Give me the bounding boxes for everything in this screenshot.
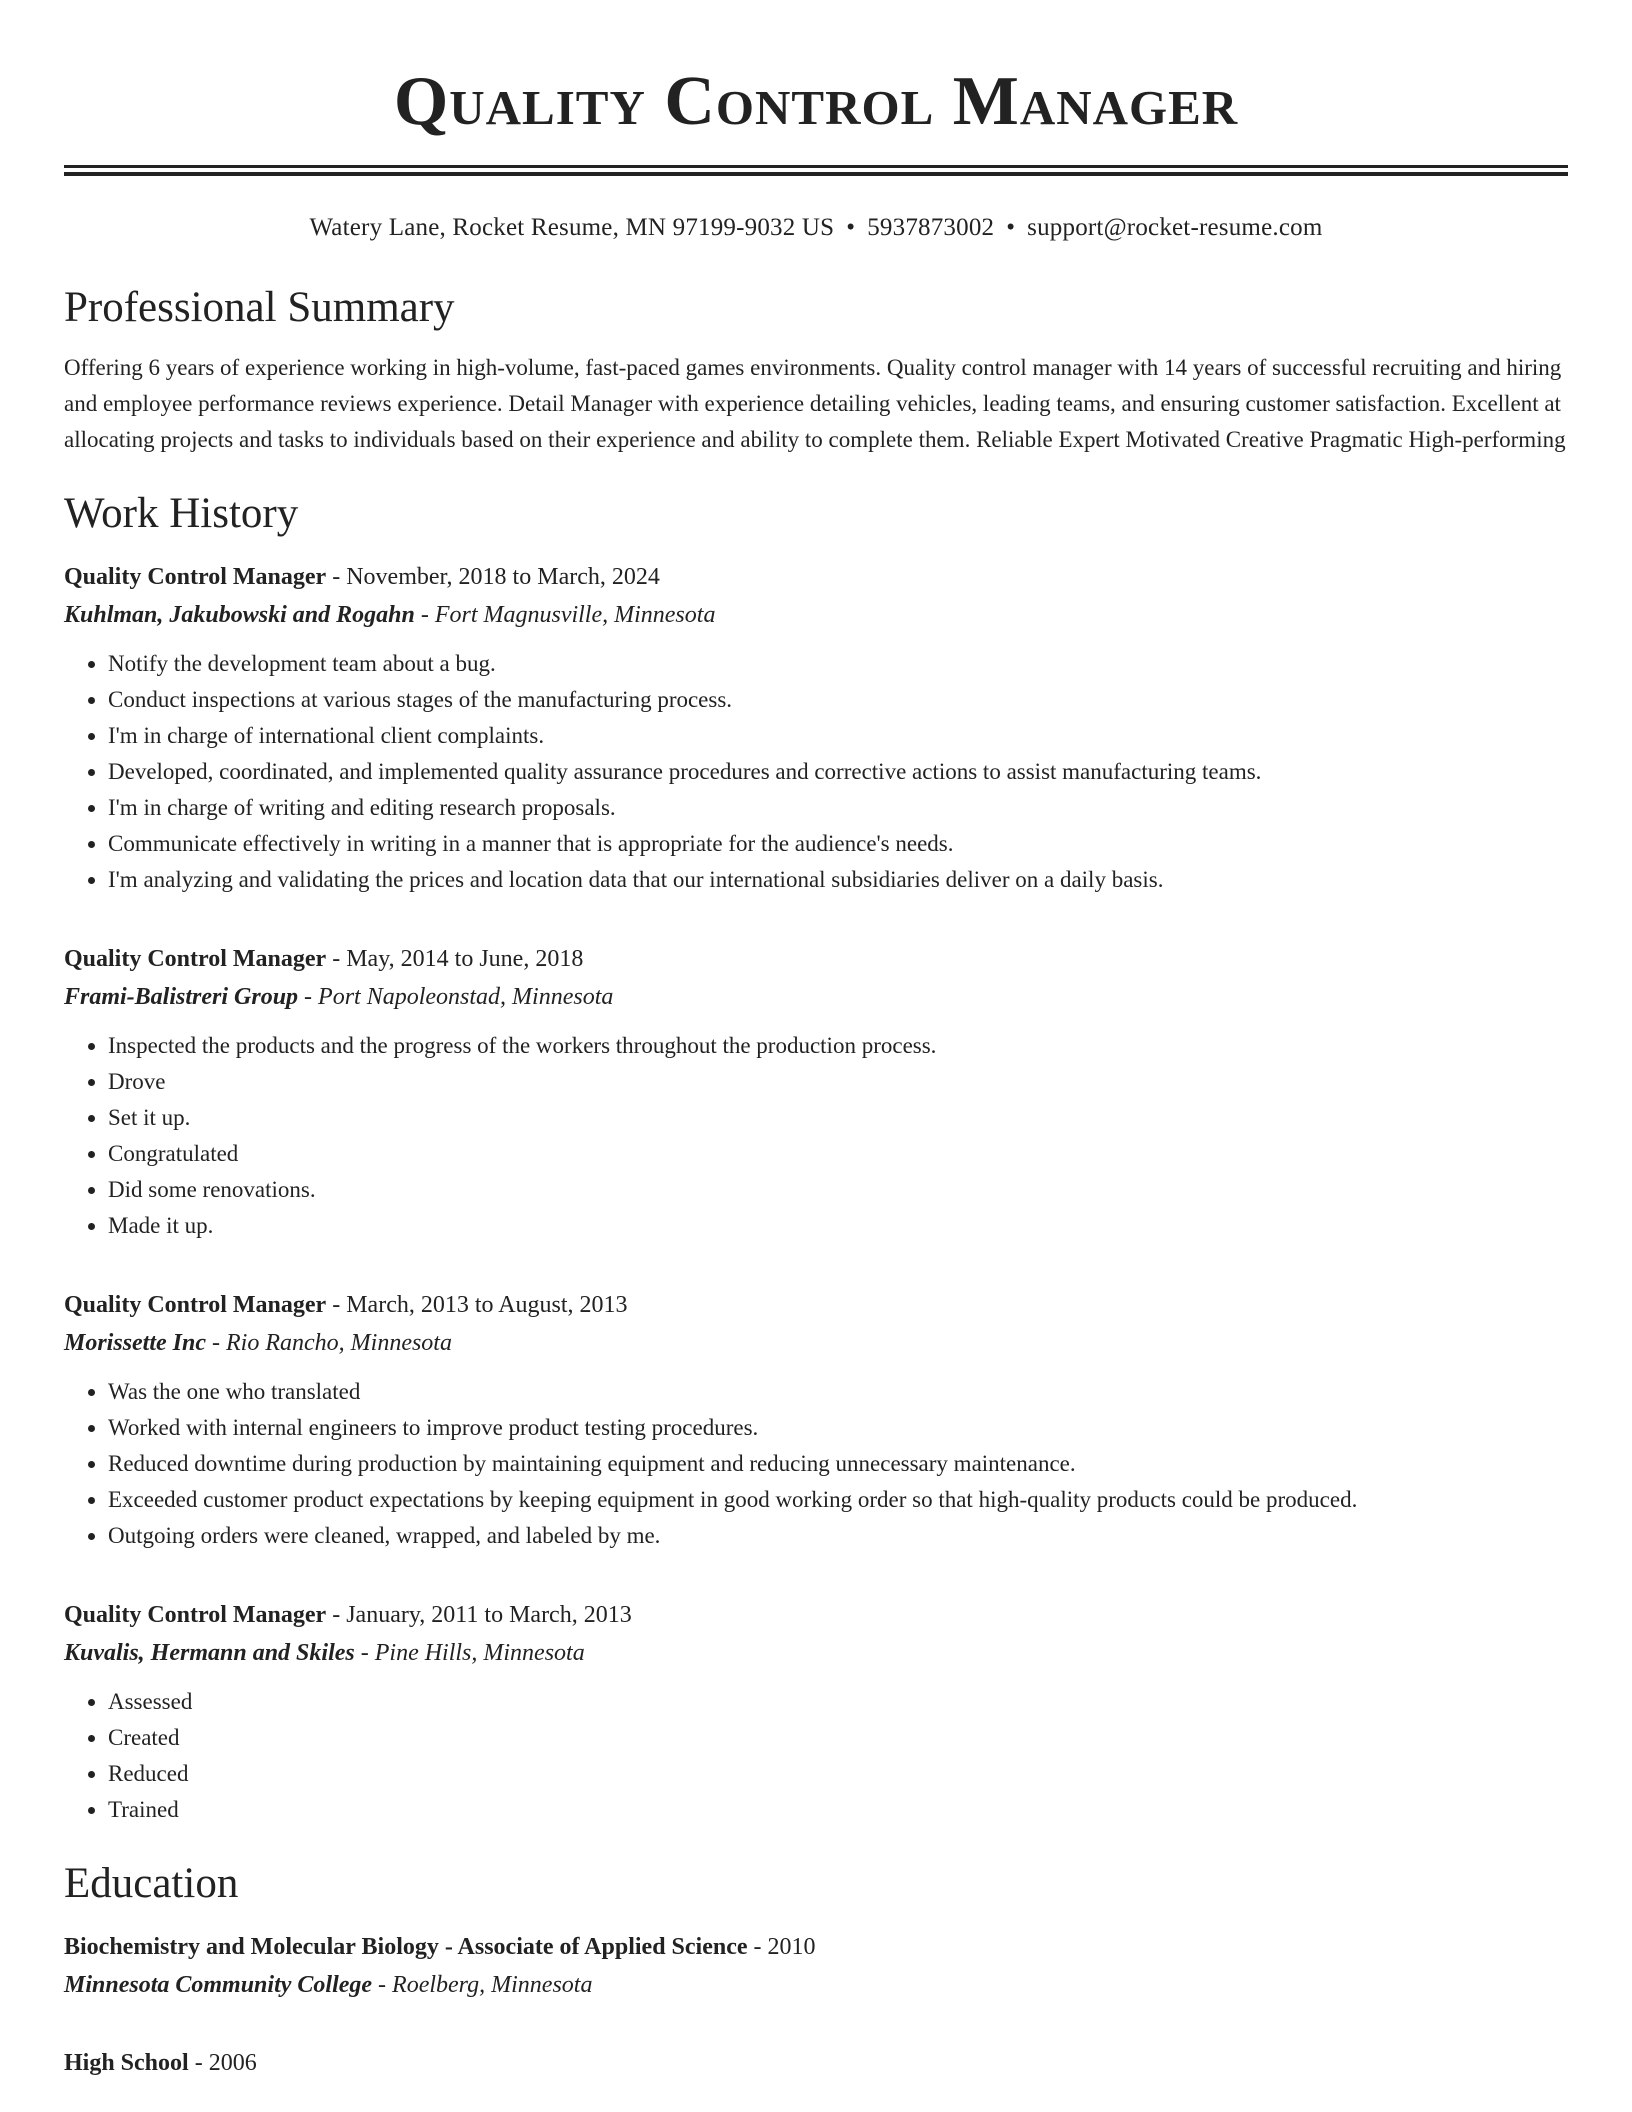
degree-year: 2006 [208,2050,257,2076]
degree-line: High School - 2006 [64,2050,257,2076]
job-bullet: • Was the one who translated [108,1374,1568,1410]
contact-separator: • [1006,214,1016,241]
job-bullet-list [64,1028,1568,1244]
employer-location: Fort Magnusville, Minnesota [434,602,716,628]
degree-year: 2010 [767,1934,816,1960]
education-entry [64,1928,1568,2004]
job-title: Quality Control Manager [64,946,327,972]
education-heading: Education [64,1860,239,1907]
job-title: Quality Control Manager [64,1602,327,1628]
job-bullet-list [64,1684,1568,1828]
job-bullet: • Worked with internal engineers to improve product testing procedures. [108,1410,1568,1446]
employer-line: Frami-Balistreri Group - Port Napoleonstad, Minnesota [64,984,614,1010]
job-bullet: • Notify the development team about a bug. [108,646,1568,682]
contact-line [64,212,1568,244]
contact-phone: 5937873002 [867,214,995,241]
work-history-list [64,558,1568,1828]
job-bullet-list [64,646,1568,898]
job-bullet: • Assessed [108,1684,1568,1720]
contact-email[interactable]: support@rocket-resume.com [1027,214,1323,241]
employer-name: Kuhlman, Jakubowski and Rogahn [64,602,415,628]
employer-line: Morissette Inc - Rio Rancho, Minnesota [64,1330,452,1356]
job-bullet: • Communicate effectively in writing in a manner that is appropriate for the audience's needs. [108,826,1568,862]
summary-heading: Professional Summary [64,284,455,331]
job-bullet: • I'm in charge of international client complaints. [108,718,1568,754]
degree-line: Biochemistry and Molecular Biology - Associate of Applied Science - 2010 [64,1934,816,1960]
job-bullet: • Did some renovations. [108,1172,1568,1208]
degree-name: High School [64,2050,189,2076]
job-dates: November, 2018 to March, 2024 [346,564,660,590]
degree-name: Biochemistry and Molecular Biology - Associate of Applied Science [64,1934,748,1960]
job-title-line: Quality Control Manager - November, 2018 to March, 2024 [64,564,660,590]
employer-name: Kuvalis, Hermann and Skiles [64,1640,355,1666]
job-bullet: • Conduct inspections at various stages of the manufacturing process. [108,682,1568,718]
employer-line: Kuhlman, Jakubowski and Rogahn - Fort Magnusville, Minnesota [64,602,716,628]
job-bullet: • Exceeded customer product expectations by keeping equipment in good working order so that high-quality products could be produced. [108,1482,1568,1518]
work-history-heading: Work History [64,490,299,537]
school-location: Roelberg, Minnesota [392,1972,593,1998]
job-entry [64,1286,1568,1554]
education-entry [64,2044,1568,2082]
job-bullet: • I'm in charge of writing and editing research proposals. [108,790,1568,826]
employer-name: Frami-Balistreri Group [64,984,299,1010]
job-entry [64,1596,1568,1828]
title-double-rule [64,165,1568,176]
summary-text: Offering 6 years of experience working in high-volume, fast-paced games environments. Quality control manager with 14 years of successful recruiting and hiring and employee performance reviews experience. Detail Manager with experience detailing vehicles, leading teams, and ensuring customer satisfaction. Excellent at allocating projects and tasks to individuals based on their experience and ability to complete them. Reliable Expert Motivated Creative Pragmatic High-performing [64,355,1566,452]
job-dates: May, 2014 to June, 2018 [346,946,584,972]
job-bullet: • Reduced downtime during production by maintaining equipment and reducing unnecessary maintenance. [108,1446,1568,1482]
job-entry [64,940,1568,1244]
employer-line: Kuvalis, Hermann and Skiles - Pine Hills, Minnesota [64,1640,585,1666]
school-line: Minnesota Community College - Roelberg, Minnesota [64,1972,593,1998]
job-bullet-list [64,1374,1568,1554]
school-name: Minnesota Community College [64,1972,373,1998]
job-bullet: • Set it up. [108,1100,1568,1136]
job-title: Quality Control Manager [64,564,327,590]
job-bullet: • Drove [108,1064,1568,1100]
employer-location: Port Napoleonstad, Minnesota [318,984,614,1010]
resume-title: Quality Control Manager [393,63,1239,140]
job-bullet: • Inspected the products and the progress of the workers throughout the production process. [108,1028,1568,1064]
job-title-line: Quality Control Manager - March, 2013 to August, 2013 [64,1292,628,1318]
job-bullet: • Developed, coordinated, and implemented quality assurance procedures and corrective actions to assist manufacturing teams. [108,754,1568,790]
job-bullet: • Made it up. [108,1208,1568,1244]
education-list [64,1928,1568,2082]
employer-location: Pine Hills, Minnesota [374,1640,585,1666]
employer-name: Morissette Inc [64,1330,207,1356]
contact-separator: • [846,214,856,241]
job-entry [64,558,1568,898]
job-title: Quality Control Manager [64,1292,327,1318]
job-bullet: • Outgoing orders were cleaned, wrapped, and labeled by me. [108,1518,1568,1554]
job-title-line: Quality Control Manager - May, 2014 to June, 2018 [64,946,584,972]
job-dates: March, 2013 to August, 2013 [346,1292,628,1318]
job-bullet: • Created [108,1720,1568,1756]
job-bullet: • I'm analyzing and validating the prices and location data that our international subsidiaries deliver on a daily basis. [108,862,1568,898]
contact-address: Watery Lane, Rocket Resume, MN 97199-9032 US [309,214,835,241]
job-bullet: • Reduced [108,1756,1568,1792]
job-dates: January, 2011 to March, 2013 [346,1602,632,1628]
employer-location: Rio Rancho, Minnesota [226,1330,452,1356]
job-bullet: • Trained [108,1792,1568,1828]
job-bullet: • Congratulated [108,1136,1568,1172]
job-title-line: Quality Control Manager - January, 2011 to March, 2013 [64,1602,632,1628]
